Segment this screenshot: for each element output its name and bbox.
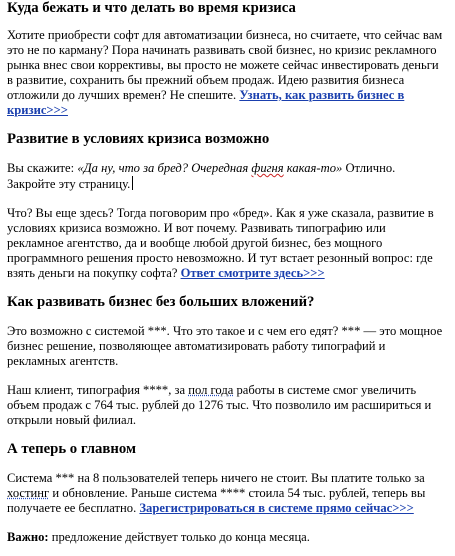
heading-crisis: Куда бежать и что делать во время кризиса: [7, 0, 296, 16]
learn-link[interactable]: Узнать, как развить бизнес в кризис>>>: [7, 88, 405, 117]
paragraph-intro: [7, 28, 445, 118]
important-text: предложение действует только до конца месяца.: [48, 530, 310, 544]
offer-text-a: Система *** на 8 пользователей теперь ничего не стоит. Вы платите только за: [7, 471, 425, 485]
answer-link[interactable]: Ответ смотрите здесь>>>: [180, 266, 325, 280]
paragraph-offer: [7, 471, 445, 516]
quote-part-b: какая-то»: [283, 161, 343, 175]
important-label: Важно:: [7, 530, 49, 544]
paragraph-nonsense: [7, 206, 445, 281]
text-cursor: [132, 176, 133, 190]
register-link[interactable]: Зарегистрироваться в системе прямо сейчас>>>: [139, 501, 414, 515]
client-text-a: Наш клиент, типография ****, за: [7, 383, 189, 397]
intro-text: Хотите приобрести софт для автоматизации бизнеса, но считаете, что сейчас вам это не по карману? Пора начинать развивать свой бизнес, но кризис рекламного рынка внес свои коррективы, вы просто не можете сейчас инвестировать деньги в развитие, сохранить бы прежний объем продаж. Идею развития бизнеса отложили до лучших времен? Не спешите.: [7, 28, 443, 102]
grammar-marked-phrase: пол года: [188, 383, 234, 397]
paragraph-important: [7, 530, 445, 545]
paragraph-quote: [7, 161, 445, 192]
nonsense-text: Что? Вы еще здесь? Тогда поговорим про «бред». Как я уже сказала, развитие в условиях кризиса возможно. И вот почему. Развивать типографию или рекламное агентство, да и вообще любой другой бизнес, без мощного программного решения просто невозможно. И тут встает резонный вопрос: где взять деньги на покупку софта?: [7, 206, 434, 280]
paragraph-client: [7, 383, 445, 428]
offer-text-b: и обновление. Раньше система **** стоила 54 тыс. рублей, теперь вы получаете ее бесплатно.: [7, 486, 426, 515]
heading-main: А теперь о главном: [7, 441, 136, 457]
quote-text: [77, 161, 342, 175]
quote-follow: Отлично. Закройте эту страницу.: [7, 161, 396, 191]
heading-development: Развитие в условиях кризиса возможно: [7, 131, 270, 147]
spell-marked-word: фигня: [251, 161, 284, 175]
quote-lead: Вы скажите:: [7, 161, 78, 175]
grammar-marked-word: хостинг: [7, 486, 50, 500]
paragraph-system: Это возможно с системой ***. Что это такое и с чем его едят? *** — это мощное бизнес решение, позволяющее автоматизировать работу типографий и рекламных агентств.: [7, 324, 443, 368]
quote-part-a: «Да ну, что за бред? Очередная: [77, 161, 252, 175]
heading-no-investment: Как развивать бизнес без больших вложений?: [7, 294, 315, 310]
client-text-b: работы в системе смог увеличить объем продаж с 764 тыс. рублей до 1276 тыс. Что позволило им расшириться и открыли новый филиал.: [7, 383, 432, 427]
